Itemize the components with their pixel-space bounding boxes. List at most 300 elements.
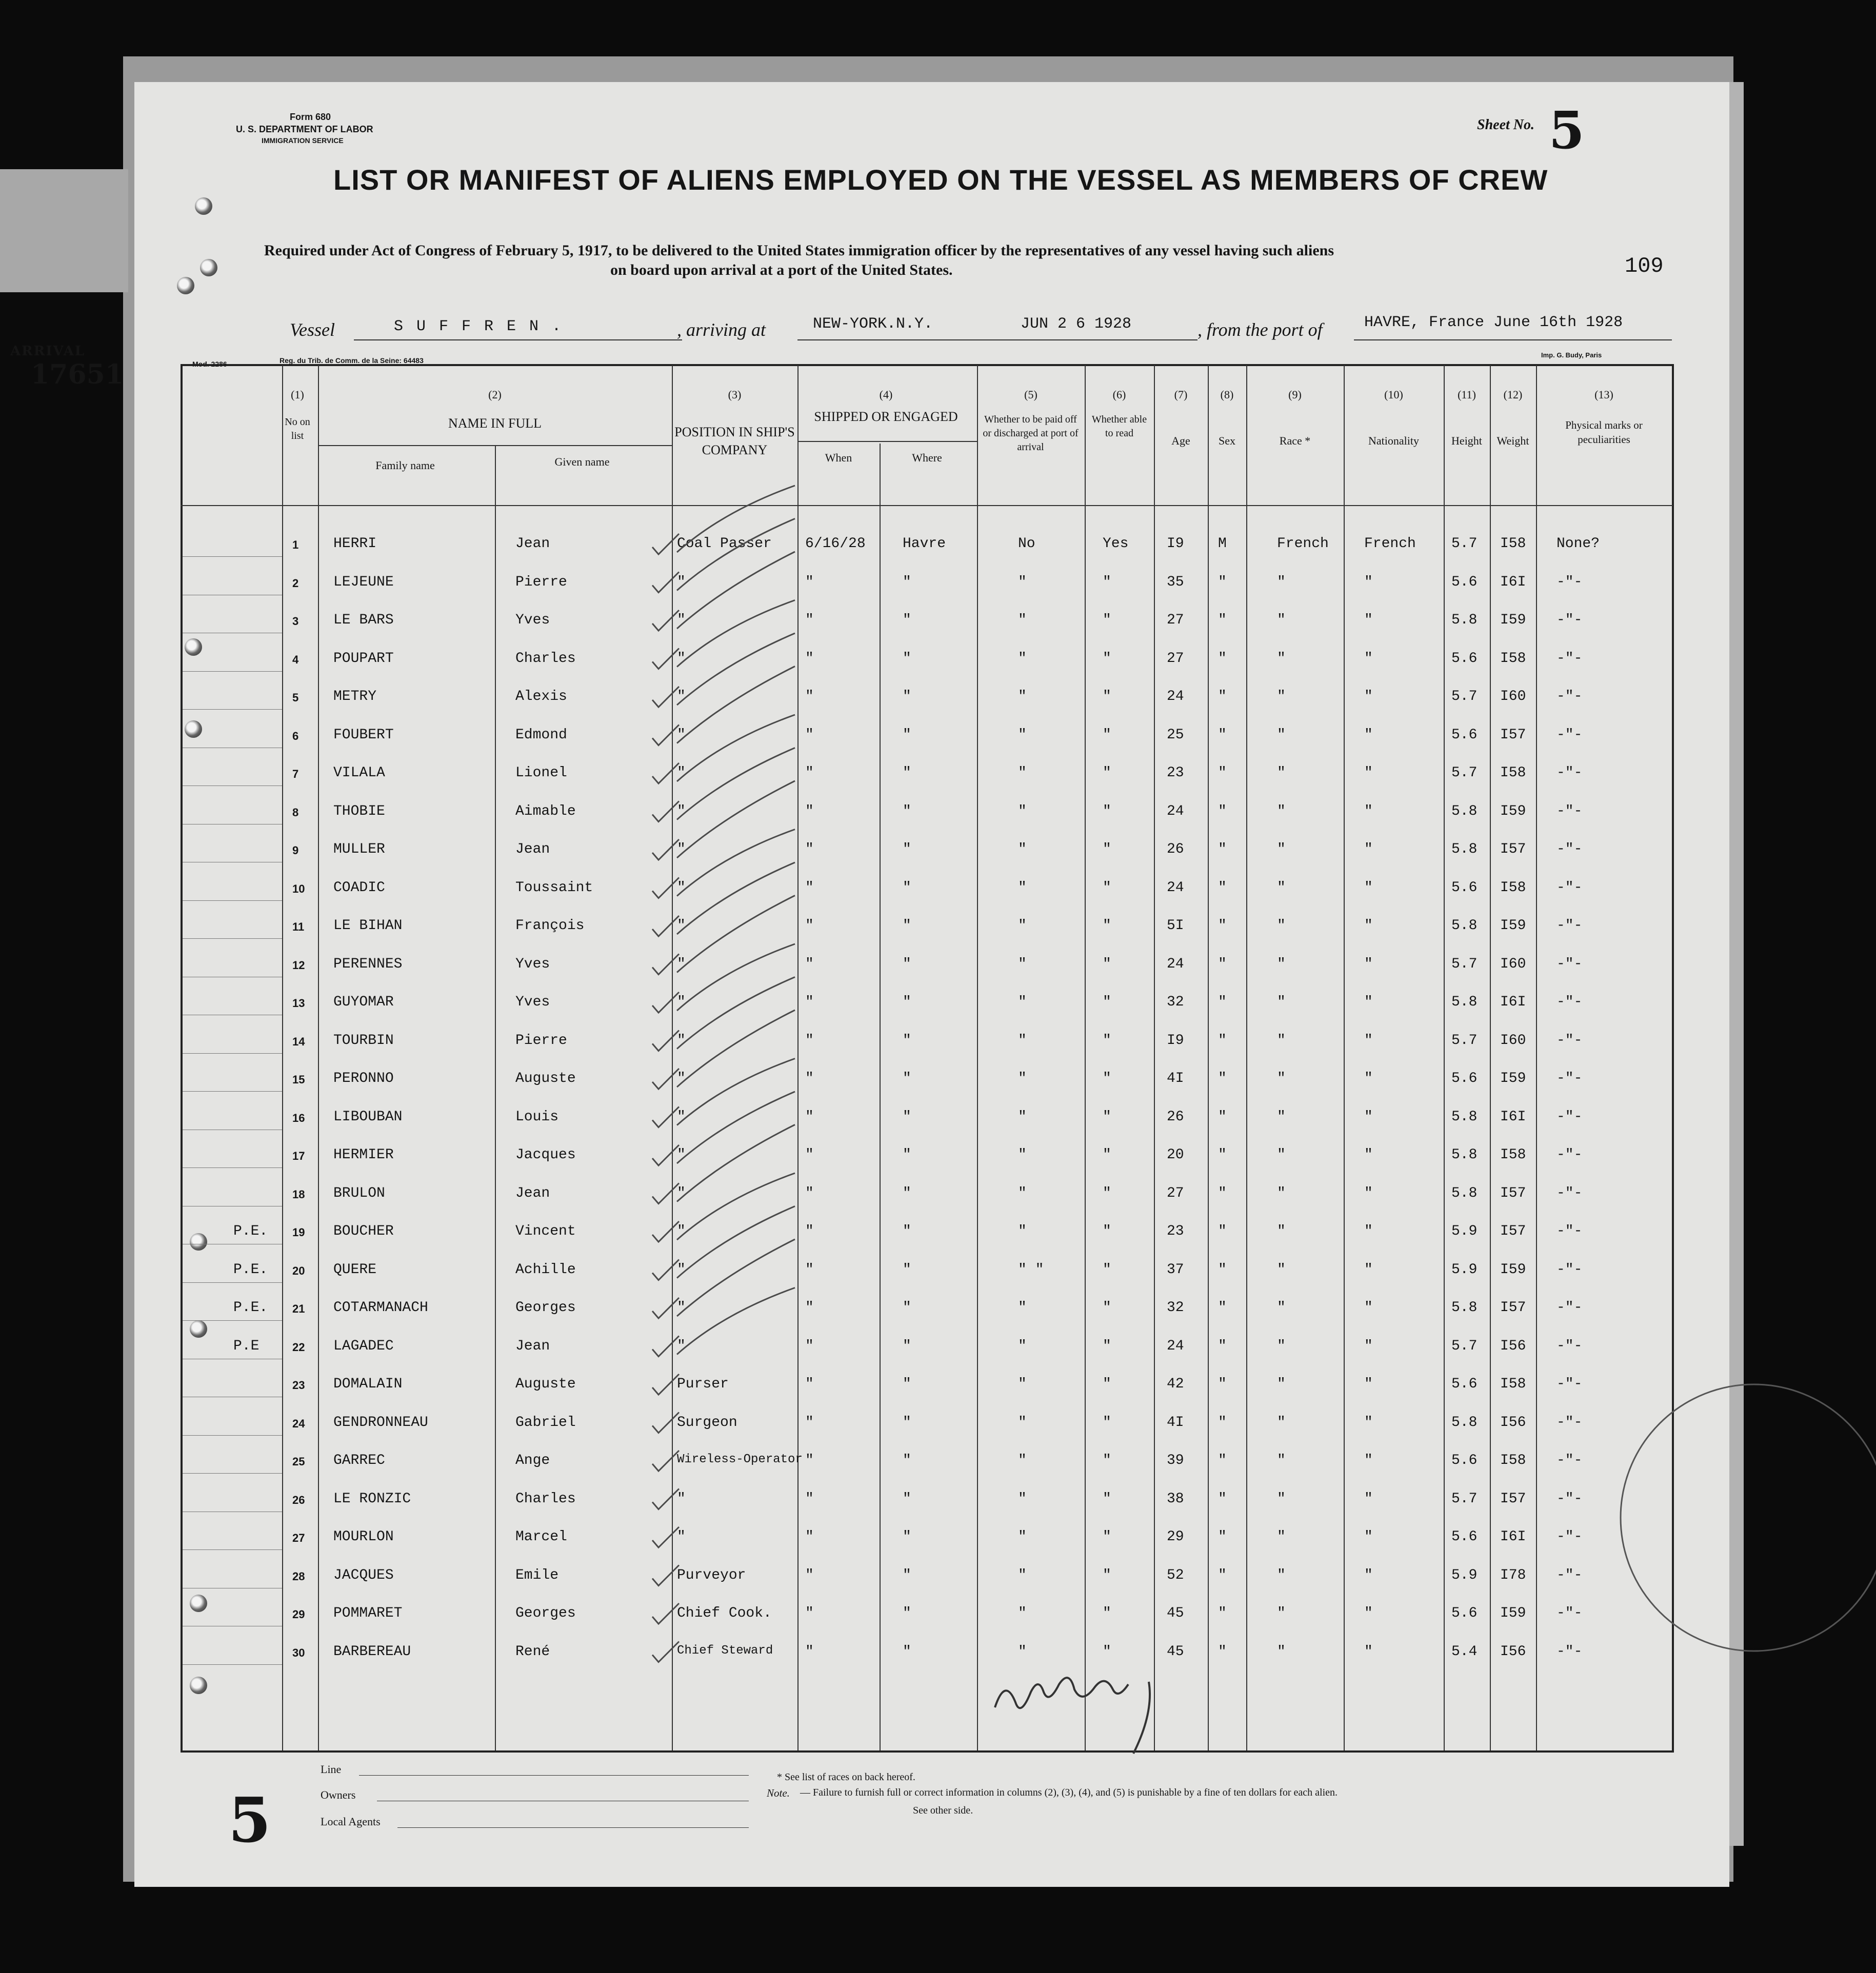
cell-height: 5.8	[1451, 841, 1478, 857]
cell-marks: -"-	[1556, 1453, 1583, 1468]
registry: Reg. du Trib. de Comm. de la Seine: 64483	[280, 356, 424, 365]
cell-race: "	[1277, 612, 1286, 628]
cell-no: 27	[292, 1532, 305, 1544]
cell-weight: I57	[1500, 1300, 1526, 1316]
cell-no: 17	[292, 1150, 305, 1162]
cell-no: 6	[292, 729, 299, 742]
arrival-label: ARRIVAL	[10, 344, 86, 359]
cell-sex: "	[1218, 689, 1227, 704]
pencil-stroke	[677, 1173, 795, 1240]
cell-sex: "	[1218, 650, 1227, 667]
cell-given: Louis	[515, 1109, 559, 1125]
service: IMMIGRATION SERVICE	[262, 136, 344, 145]
cell-paid: "	[1018, 612, 1027, 628]
check-mark	[652, 725, 679, 746]
check-mark	[652, 1336, 679, 1357]
cell-where: "	[903, 574, 911, 590]
cell-no: 7	[292, 768, 299, 780]
cell-race: "	[1277, 1491, 1286, 1507]
cell-paid: "	[1018, 1338, 1027, 1354]
col-4-header: SHIPPED OR ENGAGED	[814, 409, 958, 424]
pencil-stroke	[677, 781, 795, 858]
cell-nationality: "	[1364, 1071, 1373, 1086]
cell-given: Aimable	[515, 803, 576, 819]
check-mark	[652, 992, 679, 1013]
cell-position: "	[677, 1147, 686, 1163]
cell-read: "	[1103, 918, 1111, 934]
cell-nationality: "	[1364, 1414, 1373, 1431]
cell-when: "	[805, 1147, 814, 1163]
cell-family: LAGADEC	[333, 1338, 394, 1354]
cell-age: 29	[1167, 1529, 1184, 1545]
cell-given: Jean	[515, 841, 550, 857]
cell-age: 32	[1167, 994, 1184, 1010]
pencil-stroke	[677, 1125, 795, 1202]
cell-where: "	[903, 1261, 911, 1278]
check-mark	[652, 1145, 679, 1165]
col-13-header: Physical marks or peculiarities	[1565, 419, 1643, 446]
col-12-header: Weight	[1496, 434, 1529, 447]
cell-given: Jean	[515, 1185, 550, 1201]
cell-weight: I6I	[1500, 574, 1526, 590]
line-label: Line	[321, 1763, 342, 1776]
cell-sex: "	[1218, 803, 1227, 819]
cell-no: 16	[292, 1111, 305, 1124]
cell-position: "	[677, 765, 686, 781]
cell-family: BARBEREAU	[333, 1643, 411, 1660]
pencil-stroke	[677, 830, 795, 896]
col-7-number: (7)	[1174, 388, 1188, 401]
cell-race: "	[1277, 1643, 1286, 1660]
cell-height: 5.8	[1451, 1147, 1478, 1163]
cell-height: 5.8	[1451, 1109, 1478, 1125]
cell-paid: "	[1018, 650, 1027, 667]
cell-no: 28	[292, 1569, 305, 1583]
cell-race: "	[1277, 879, 1286, 896]
cell-position: "	[677, 612, 686, 628]
cell-age: 37	[1167, 1261, 1184, 1278]
cell-where: "	[903, 803, 911, 819]
col-2a-header: Family name	[375, 459, 435, 472]
pencil-stroke	[677, 977, 795, 1049]
cell-family: FOUBERT	[333, 727, 394, 743]
cell-family: POUPART	[333, 650, 394, 667]
cell-read: "	[1103, 1376, 1111, 1392]
cell-read: "	[1103, 765, 1111, 781]
cell-no: 30	[292, 1646, 305, 1659]
cell-given: Pierre	[515, 1032, 567, 1049]
pencil-stroke	[677, 944, 795, 1011]
col-4a-header: When	[825, 451, 852, 464]
cell-given: Yves	[515, 612, 550, 628]
check-mark	[652, 1527, 679, 1547]
stamp-ring	[1621, 1384, 1876, 1651]
cell-nationality: "	[1364, 1300, 1373, 1316]
cell-sex: "	[1218, 994, 1227, 1010]
cell-paid: "	[1018, 1376, 1027, 1392]
cell-marks: -"-	[1556, 1071, 1583, 1086]
cell-position: "	[677, 1109, 686, 1125]
cell-no: 21	[292, 1302, 305, 1315]
cell-weight: I78	[1500, 1567, 1526, 1583]
cell-race: "	[1277, 1300, 1286, 1316]
cell-where: "	[903, 994, 911, 1010]
cell-position: "	[677, 574, 686, 590]
cell-marks: -"-	[1556, 1032, 1583, 1049]
cell-height: 5.9	[1451, 1567, 1478, 1583]
cell-when: "	[805, 1643, 814, 1660]
cell-position: "	[677, 918, 686, 934]
cell-height: 5.6	[1451, 574, 1478, 590]
cell-marks: -"-	[1556, 994, 1583, 1010]
cell-read: "	[1103, 1109, 1111, 1125]
cell-when: "	[805, 956, 814, 972]
cell-race: French	[1277, 536, 1329, 552]
check-mark	[652, 916, 679, 936]
cell-where: "	[903, 918, 911, 934]
cell-family: PERENNES	[333, 956, 403, 972]
cell-paid: "	[1018, 1071, 1027, 1086]
col-8-header: Sex	[1219, 434, 1235, 447]
cell-given: Toussaint	[515, 879, 593, 896]
cell-sex: "	[1218, 1109, 1227, 1125]
cell-no: 19	[292, 1226, 305, 1239]
cell-position: "	[677, 1071, 686, 1086]
cell-nationality: "	[1364, 803, 1373, 819]
cell-when: "	[805, 1605, 814, 1621]
owners-label: Owners	[321, 1788, 356, 1801]
cell-height: 5.7	[1451, 1491, 1478, 1507]
cell-where: "	[903, 1414, 911, 1431]
col-9-number: (9)	[1288, 388, 1302, 401]
cell-height: 5.8	[1451, 803, 1478, 819]
cell-when: 6/16/28	[805, 536, 866, 552]
cell-read: "	[1103, 1071, 1111, 1086]
cell-read: Yes	[1103, 536, 1129, 552]
cell-sex: "	[1218, 574, 1227, 590]
cell-when: "	[805, 1491, 814, 1507]
cell-sex: "	[1218, 1453, 1227, 1468]
races-note: * See list of races on back hereof.	[777, 1771, 915, 1783]
cell-age: 20	[1167, 1147, 1184, 1163]
cell-where: "	[903, 765, 911, 781]
cell-sex: "	[1218, 1185, 1227, 1201]
col-3-number: (3)	[728, 388, 742, 401]
cell-marks: -"-	[1556, 1529, 1583, 1545]
department: U. S. DEPARTMENT OF LABOR	[236, 124, 373, 134]
cell-weight: I6I	[1500, 1529, 1526, 1545]
col-2b-header: Given name	[554, 455, 610, 468]
cell-read: "	[1103, 1605, 1111, 1621]
cell-race: "	[1277, 1185, 1286, 1201]
cell-family: DOMALAIN	[333, 1376, 403, 1392]
cell-when: "	[805, 574, 814, 590]
cell-family: HERRI	[333, 536, 377, 552]
cell-position: Wireless-Operator	[677, 1453, 803, 1466]
cell-read: "	[1103, 612, 1111, 628]
cell-read: "	[1103, 1414, 1111, 1431]
arriving-label: , arriving at	[677, 319, 766, 340]
cell-read: "	[1103, 956, 1111, 972]
cell-race: "	[1277, 1453, 1286, 1468]
cell-race: "	[1277, 650, 1286, 667]
cell-nationality: "	[1364, 918, 1373, 934]
cell-nationality: "	[1364, 727, 1373, 743]
cell-when: "	[805, 1300, 814, 1316]
cell-position: "	[677, 1529, 686, 1545]
cell-age: I9	[1167, 1032, 1184, 1049]
cell-where: "	[903, 1376, 911, 1392]
vessel-name: S U F F R E N .	[394, 318, 564, 335]
cell-marks: -"-	[1556, 1605, 1583, 1621]
cell-height: 5.8	[1451, 918, 1478, 934]
cell-nationality: "	[1364, 879, 1373, 896]
cell-where: "	[903, 1453, 911, 1468]
cell-sex: "	[1218, 1529, 1227, 1545]
arrival-date: JUN 2 6 1928	[1021, 315, 1132, 333]
cell-given: René	[515, 1643, 550, 1660]
col-12-number: (12)	[1503, 388, 1523, 401]
cell-given: Yves	[515, 956, 550, 972]
check-mark	[652, 1260, 679, 1280]
cell-given: Edmond	[515, 727, 567, 743]
cell-sex: "	[1218, 1147, 1227, 1163]
cell-no: 26	[292, 1493, 305, 1506]
line-field	[359, 1775, 749, 1776]
cell-when: "	[805, 1338, 814, 1354]
cell-sex: "	[1218, 1643, 1227, 1660]
check-mark	[652, 1298, 679, 1318]
pencil-stroke	[677, 1059, 795, 1125]
cell-read: "	[1103, 803, 1111, 819]
cell-weight: I59	[1500, 803, 1526, 819]
cell-weight: I59	[1500, 918, 1526, 934]
cell-sex: M	[1218, 536, 1227, 552]
cell-no: 24	[292, 1417, 305, 1430]
cell-position: Chief Steward	[677, 1643, 773, 1658]
check-mark	[652, 954, 679, 975]
cell-age: 38	[1167, 1491, 1184, 1507]
check-mark	[652, 1069, 679, 1089]
cell-read: "	[1103, 1185, 1111, 1201]
cell-paid: "	[1018, 1605, 1027, 1621]
cell-where: "	[903, 956, 911, 972]
cell-read: "	[1103, 574, 1111, 590]
cell-paid: "	[1018, 1414, 1027, 1431]
check-mark	[652, 839, 679, 860]
cell-height: 5.6	[1451, 727, 1478, 743]
cell-given: Charles	[515, 650, 576, 667]
pe-mark: P.E	[233, 1338, 260, 1354]
cell-sex: "	[1218, 879, 1227, 896]
col-11-header: Height	[1451, 434, 1482, 447]
vessel-label: Vessel	[290, 319, 335, 340]
cell-no: 5	[292, 691, 299, 704]
cell-family: JACQUES	[333, 1567, 394, 1583]
cell-family: LIBOUBAN	[333, 1109, 403, 1125]
cell-position: "	[677, 1338, 686, 1354]
pe-mark: P.E.	[233, 1300, 268, 1316]
pencil-stroke	[677, 1239, 795, 1316]
mod-number: Mod. 2286	[192, 360, 227, 368]
cell-height: 5.8	[1451, 1185, 1478, 1201]
cell-height: 5.6	[1451, 1376, 1478, 1392]
cell-marks: -"-	[1556, 612, 1583, 628]
see-other-side: See other side.	[913, 1805, 973, 1816]
cell-marks: None?	[1556, 536, 1600, 552]
cell-race: "	[1277, 574, 1286, 590]
cell-sex: "	[1218, 1491, 1227, 1507]
sheet-label: Sheet No.	[1477, 117, 1534, 133]
cell-read: "	[1103, 1300, 1111, 1316]
cell-nationality: "	[1364, 1147, 1373, 1163]
cell-family: GUYOMAR	[333, 994, 394, 1010]
cell-where: "	[903, 727, 911, 743]
printer-imprint: Imp. G. Budy, Paris	[1541, 351, 1602, 359]
cell-no: 14	[292, 1035, 305, 1048]
cell-height: 5.9	[1451, 1223, 1478, 1239]
cell-where: "	[903, 1300, 911, 1316]
cell-no: 23	[292, 1379, 305, 1392]
cell-height: 5.7	[1451, 1032, 1478, 1049]
cell-when: "	[805, 841, 814, 857]
pe-mark: P.E.	[233, 1223, 268, 1239]
cell-height: 5.7	[1451, 689, 1478, 704]
cell-weight: I58	[1500, 1453, 1526, 1468]
check-mark	[652, 1413, 679, 1433]
cell-height: 5.8	[1451, 1414, 1478, 1431]
cell-marks: -"-	[1556, 1643, 1583, 1660]
pencil-stroke	[677, 862, 795, 934]
cell-no: 29	[292, 1608, 305, 1621]
cell-paid: "	[1018, 956, 1027, 972]
cell-where: "	[903, 650, 911, 667]
cell-when: "	[805, 650, 814, 667]
cell-sex: "	[1218, 1567, 1227, 1583]
local-agents-label: Local Agents	[321, 1815, 381, 1828]
col-3-header: POSITION IN SHIP'S COMPANY	[674, 425, 795, 458]
cell-when: "	[805, 1185, 814, 1201]
check-mark	[652, 1031, 679, 1051]
cell-age: 26	[1167, 1109, 1184, 1125]
pencil-stroke	[677, 896, 795, 973]
cell-sex: "	[1218, 727, 1227, 743]
cell-no: 18	[292, 1187, 305, 1201]
cell-paid: "	[1018, 765, 1027, 781]
cell-position: Purveyor	[677, 1567, 746, 1583]
cell-marks: -"-	[1556, 1414, 1583, 1431]
cell-marks: -"-	[1556, 956, 1583, 972]
cell-when: "	[805, 1109, 814, 1125]
cell-read: "	[1103, 1223, 1111, 1239]
cell-race: "	[1277, 994, 1286, 1010]
cell-when: "	[805, 1414, 814, 1431]
cell-nationality: "	[1364, 956, 1373, 972]
cell-marks: -"-	[1556, 765, 1583, 781]
pencil-stroke	[677, 715, 795, 781]
cell-height: 5.7	[1451, 765, 1478, 781]
cell-paid: " "	[1018, 1261, 1044, 1278]
cell-paid: "	[1018, 574, 1027, 590]
cell-height: 5.7	[1451, 1338, 1478, 1354]
cell-where: "	[903, 1338, 911, 1354]
cell-position: "	[677, 1300, 686, 1316]
from-port: HAVRE, France June 16th 1928	[1364, 314, 1623, 331]
cell-family: METRY	[333, 689, 377, 704]
cell-where: "	[903, 1071, 911, 1086]
cell-read: "	[1103, 689, 1111, 704]
cell-family: MULLER	[333, 841, 385, 857]
cell-weight: I58	[1500, 536, 1526, 552]
cell-nationality: "	[1364, 841, 1373, 857]
cell-where: "	[903, 1185, 911, 1201]
pencil-stroke	[677, 552, 795, 629]
cell-age: 24	[1167, 1338, 1184, 1354]
cell-given: Auguste	[515, 1071, 576, 1086]
cell-when: "	[805, 879, 814, 896]
cell-age: 42	[1167, 1376, 1184, 1392]
check-mark	[652, 1642, 679, 1662]
cell-no: 13	[292, 997, 305, 1010]
pencil-stroke	[677, 748, 795, 820]
cell-paid: "	[1018, 689, 1027, 704]
cell-given: Achille	[515, 1261, 576, 1278]
cell-weight: I59	[1500, 1605, 1526, 1621]
cell-marks: -"-	[1556, 1567, 1583, 1583]
cell-given: Jean	[515, 1338, 550, 1354]
cell-where: "	[903, 1223, 911, 1239]
cell-race: "	[1277, 1223, 1286, 1239]
cell-family: VILALA	[333, 765, 385, 781]
pencil-stroke	[677, 1288, 795, 1355]
cell-age: 4I	[1167, 1414, 1184, 1431]
cell-race: "	[1277, 1338, 1286, 1354]
cell-nationality: "	[1364, 1567, 1373, 1583]
cell-nationality: "	[1364, 994, 1373, 1010]
cell-nationality: "	[1364, 650, 1373, 667]
cell-race: "	[1277, 803, 1286, 819]
cell-read: "	[1103, 1032, 1111, 1049]
cell-given: François	[515, 918, 585, 934]
pe-mark: P.E.	[233, 1261, 268, 1278]
check-mark	[652, 610, 679, 631]
check-mark	[652, 572, 679, 593]
cell-given: Yves	[515, 994, 550, 1010]
subtitle-line-2: on board upon arrival at a port of the United States.	[610, 261, 953, 278]
check-mark	[652, 1565, 679, 1586]
cell-read: "	[1103, 1147, 1111, 1163]
cell-where: "	[903, 1567, 911, 1583]
cell-height: 5.6	[1451, 1453, 1478, 1468]
pencil-stroke	[677, 1206, 795, 1278]
cell-height: 5.7	[1451, 536, 1478, 552]
cell-where: "	[903, 612, 911, 628]
cell-sex: "	[1218, 841, 1227, 857]
from-label: , from the port of	[1198, 319, 1323, 340]
col-6-number: (6)	[1112, 388, 1126, 401]
cell-family: COADIC	[333, 879, 385, 896]
cell-position: "	[677, 650, 686, 667]
cell-family: BOUCHER	[333, 1223, 394, 1239]
cell-position: "	[677, 803, 686, 819]
cell-age: 27	[1167, 612, 1184, 628]
check-mark	[652, 878, 679, 898]
note-label: Note.	[767, 1787, 790, 1799]
cell-race: "	[1277, 956, 1286, 972]
cell-weight: I57	[1500, 1185, 1526, 1201]
cell-sex: "	[1218, 765, 1227, 781]
cell-nationality: "	[1364, 1453, 1373, 1468]
